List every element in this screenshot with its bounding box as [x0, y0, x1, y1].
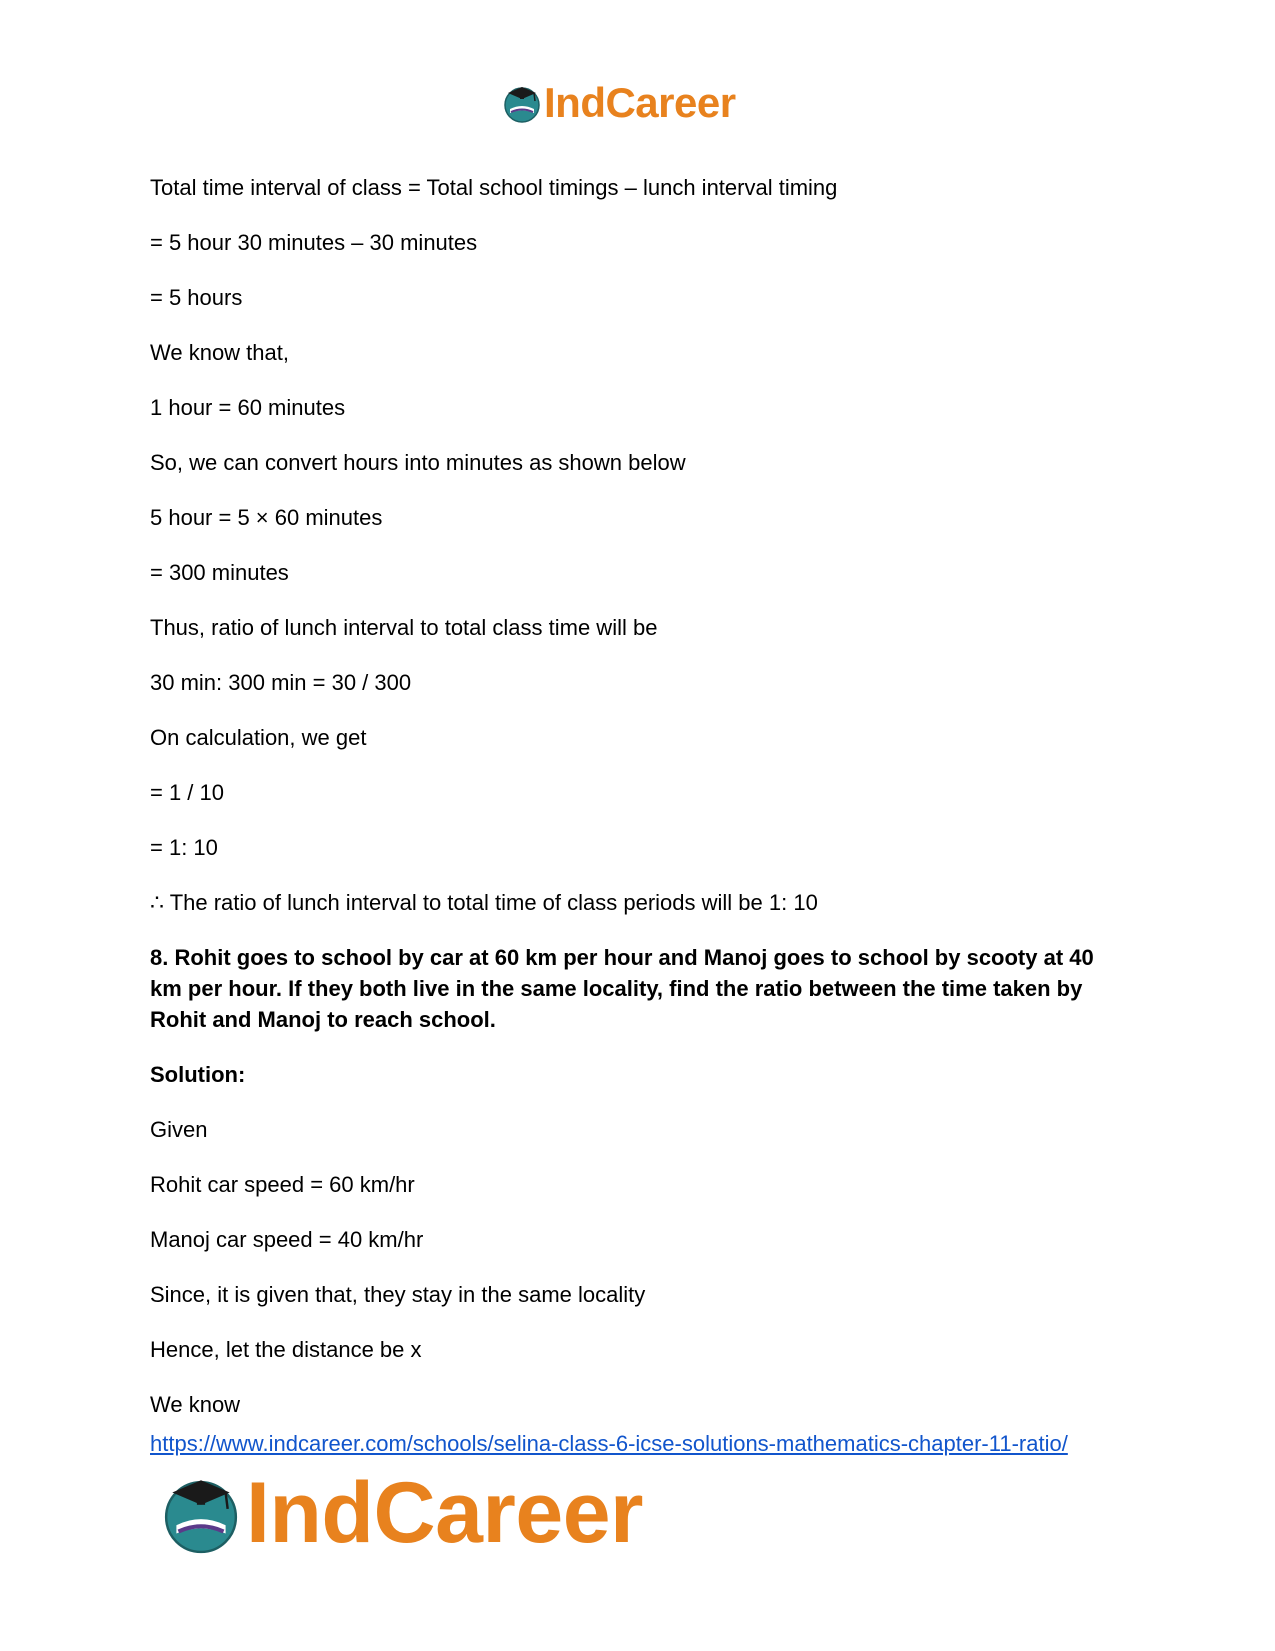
solution-line: Thus, ratio of lunch interval to total class time will be	[150, 615, 658, 640]
solution-line: = 300 minutes	[150, 560, 289, 585]
solution-line: Manoj car speed = 40 km/hr	[150, 1227, 424, 1252]
footer-logo	[160, 1465, 643, 1561]
header-logo-text: IndCareer	[544, 79, 736, 126]
question-text: 8. Rohit goes to school by car at 60 km per hour and Manoj goes to school by scooty at 40 km per hour. If they both live in the same locality, find the ratio between the time taken by Rohit and Manoj to reach school.	[150, 945, 1094, 1032]
question-text: Solution:	[150, 1062, 246, 1087]
solution-line: So, we can convert hours into minutes as shown below	[150, 450, 686, 475]
document-body	[150, 172, 1130, 1444]
solution-line: = 5 hours	[150, 285, 243, 310]
solution-line: We know that,	[150, 340, 289, 365]
solution-line: Since, it is given that, they stay in the same locality	[150, 1282, 646, 1307]
solution-line: ∴ The ratio of lunch interval to total time of class periods will be 1: 10	[150, 890, 818, 915]
solution-line: We know	[150, 1392, 241, 1417]
source-url-line	[150, 1428, 1068, 1459]
solution-line: On calculation, we get	[150, 725, 367, 750]
solution-line: = 1 / 10	[150, 780, 225, 805]
solution-line: = 1: 10	[150, 835, 218, 860]
solution-line: 1 hour = 60 minutes	[150, 395, 346, 420]
solution-line: 5 hour = 5 × 60 minutes	[150, 505, 383, 530]
solution-line: Hence, let the distance be x	[150, 1337, 422, 1362]
solution-line: = 5 hour 30 minutes – 30 minutes	[150, 230, 478, 255]
graduation-globe-icon	[502, 83, 542, 123]
footer-logo-text: IndCareer	[246, 1465, 643, 1561]
graduation-globe-icon	[160, 1472, 242, 1554]
solution-line: Total time interval of class = Total school timings – lunch interval timing	[150, 175, 838, 200]
header-logo	[502, 80, 736, 126]
solution-line: 30 min: 300 min = 30 / 300	[150, 670, 412, 695]
solution-line: Rohit car speed = 60 km/hr	[150, 1172, 415, 1197]
solution-line: Given	[150, 1117, 208, 1142]
source-url-link[interactable]: https://www.indcareer.com/schools/selina-class-6-icse-solutions-mathematics-chapter-11-ratio/	[150, 1431, 1068, 1456]
